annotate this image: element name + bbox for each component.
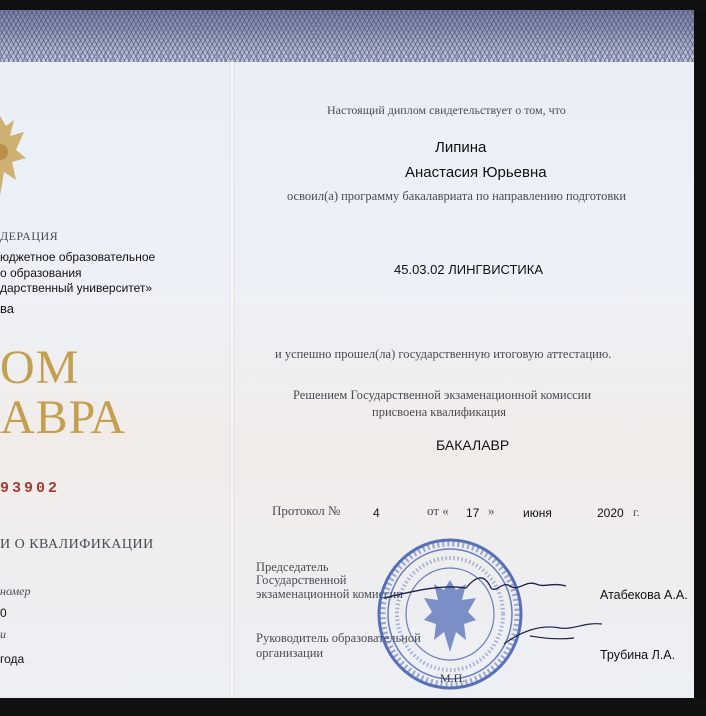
issue-year-label: года	[0, 652, 25, 666]
graduate-surname: Липина	[435, 139, 487, 156]
org-line-2: о образования	[0, 266, 82, 280]
diploma-title-line-1: ОМ	[0, 341, 80, 394]
reg-number-value: 0	[0, 606, 7, 620]
chair-label-line-3: экзаменационной комиссии	[256, 587, 404, 601]
city-label: ва	[0, 301, 14, 316]
protocol-number: 4	[373, 506, 380, 520]
protocol-year-suffix: г.	[633, 505, 640, 519]
serial-number: 93902	[0, 480, 61, 497]
chair-label-line-1: Председатель	[256, 560, 329, 574]
stamp-mark: М.П.	[440, 671, 466, 685]
center-fold	[229, 60, 235, 700]
head-label-line-2: организации	[256, 646, 324, 660]
chair-signature	[380, 566, 580, 610]
protocol-month: июня	[523, 506, 552, 520]
graduate-name: Анастасия Юрьевна	[405, 164, 547, 181]
reg-number-label: номер	[0, 584, 31, 598]
program-text: освоил(а) программу бакалавриата по направлению подготовки	[287, 189, 627, 203]
decision-line-1: Решением Государственной экзаменационной комиссии	[293, 388, 592, 402]
head-label-line-1: Руководитель образовательной	[256, 631, 421, 645]
diploma-title-line-2: АВРА	[0, 391, 126, 444]
top-edge-shadow	[0, 0, 706, 10]
org-line-3: дарственный университет»	[0, 281, 153, 295]
org-line-1: юджетное образовательное	[0, 250, 156, 264]
protocol-close-quote: »	[488, 503, 495, 518]
right-edge-shadow	[694, 0, 706, 716]
qualification-value: БАКАЛАВР	[436, 437, 510, 453]
appendix-title: И О КВАЛИФИКАЦИИ	[0, 537, 154, 552]
chair-name: Атабекова А.А.	[600, 588, 688, 602]
protocol-label: Протокол №	[272, 503, 341, 518]
bottom-edge-shadow	[0, 698, 706, 716]
chair-label-line-2: Государственной	[256, 573, 347, 587]
attestation-text: и успешно прошел(ла) государственную итоговую аттестацию.	[275, 347, 612, 361]
protocol-from-label: от «	[427, 503, 449, 518]
federation-label: ДЕРАЦИЯ	[0, 229, 59, 243]
issue-date-label: и	[0, 627, 6, 641]
head-signature	[500, 614, 610, 654]
specialty-code: 45.03.02 ЛИНГВИСТИКА	[394, 262, 544, 277]
head-name: Трубина Л.А.	[600, 648, 676, 662]
intro-text: Настоящий диплом свидетельствует о том, что	[327, 103, 566, 117]
protocol-year: 2020	[597, 506, 624, 520]
double-headed-eagle-icon	[0, 110, 30, 202]
decision-line-2: присвоена квалификация	[372, 405, 507, 419]
protocol-day: 17	[466, 506, 480, 520]
